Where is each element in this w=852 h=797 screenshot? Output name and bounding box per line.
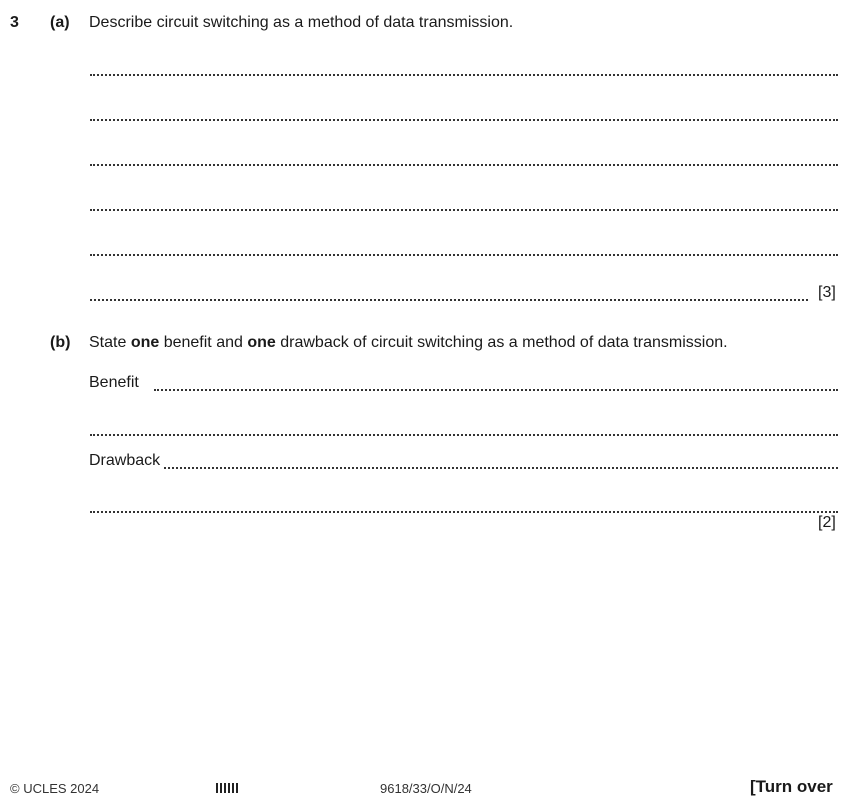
part-a-marks: [3] <box>818 284 836 301</box>
part-b-prompt <box>89 334 728 352</box>
benefit-answer-line-2[interactable] <box>90 434 838 436</box>
footer-turn-over: [Turn over <box>750 777 833 796</box>
answer-line[interactable] <box>90 164 838 166</box>
benefit-answer-line[interactable] <box>154 389 838 391</box>
footer-paper-code: 9618/33/O/N/24 <box>380 781 472 796</box>
part-b-marks: [2] <box>818 514 836 531</box>
barcode-icon <box>216 783 240 793</box>
part-a-label: (a) <box>50 14 70 31</box>
part-b-prompt-bold-two: one <box>247 334 276 351</box>
part-a-prompt: Describe circuit switching as a method of data transmission. <box>89 14 514 31</box>
answer-line[interactable] <box>90 74 838 76</box>
drawback-answer-line-2[interactable] <box>90 511 838 513</box>
answer-line[interactable] <box>90 119 838 121</box>
part-b-prompt-bold-one: one <box>130 334 160 351</box>
question-number: 3 <box>10 14 19 31</box>
benefit-label: Benefit <box>89 374 139 391</box>
drawback-answer-line[interactable] <box>164 467 838 469</box>
answer-line[interactable] <box>90 209 838 211</box>
part-b-label: (b) <box>50 334 71 351</box>
part-b-prompt-pre: State <box>89 334 131 351</box>
footer-copyright: © UCLES 2024 <box>10 781 100 796</box>
drawback-label: Drawback <box>89 452 161 469</box>
answer-line[interactable] <box>90 254 838 256</box>
part-b-prompt-mid: benefit and <box>159 334 248 351</box>
part-b-prompt-post: drawback of circuit switching as a method of data transmission. <box>275 334 728 351</box>
answer-line[interactable] <box>90 299 808 301</box>
